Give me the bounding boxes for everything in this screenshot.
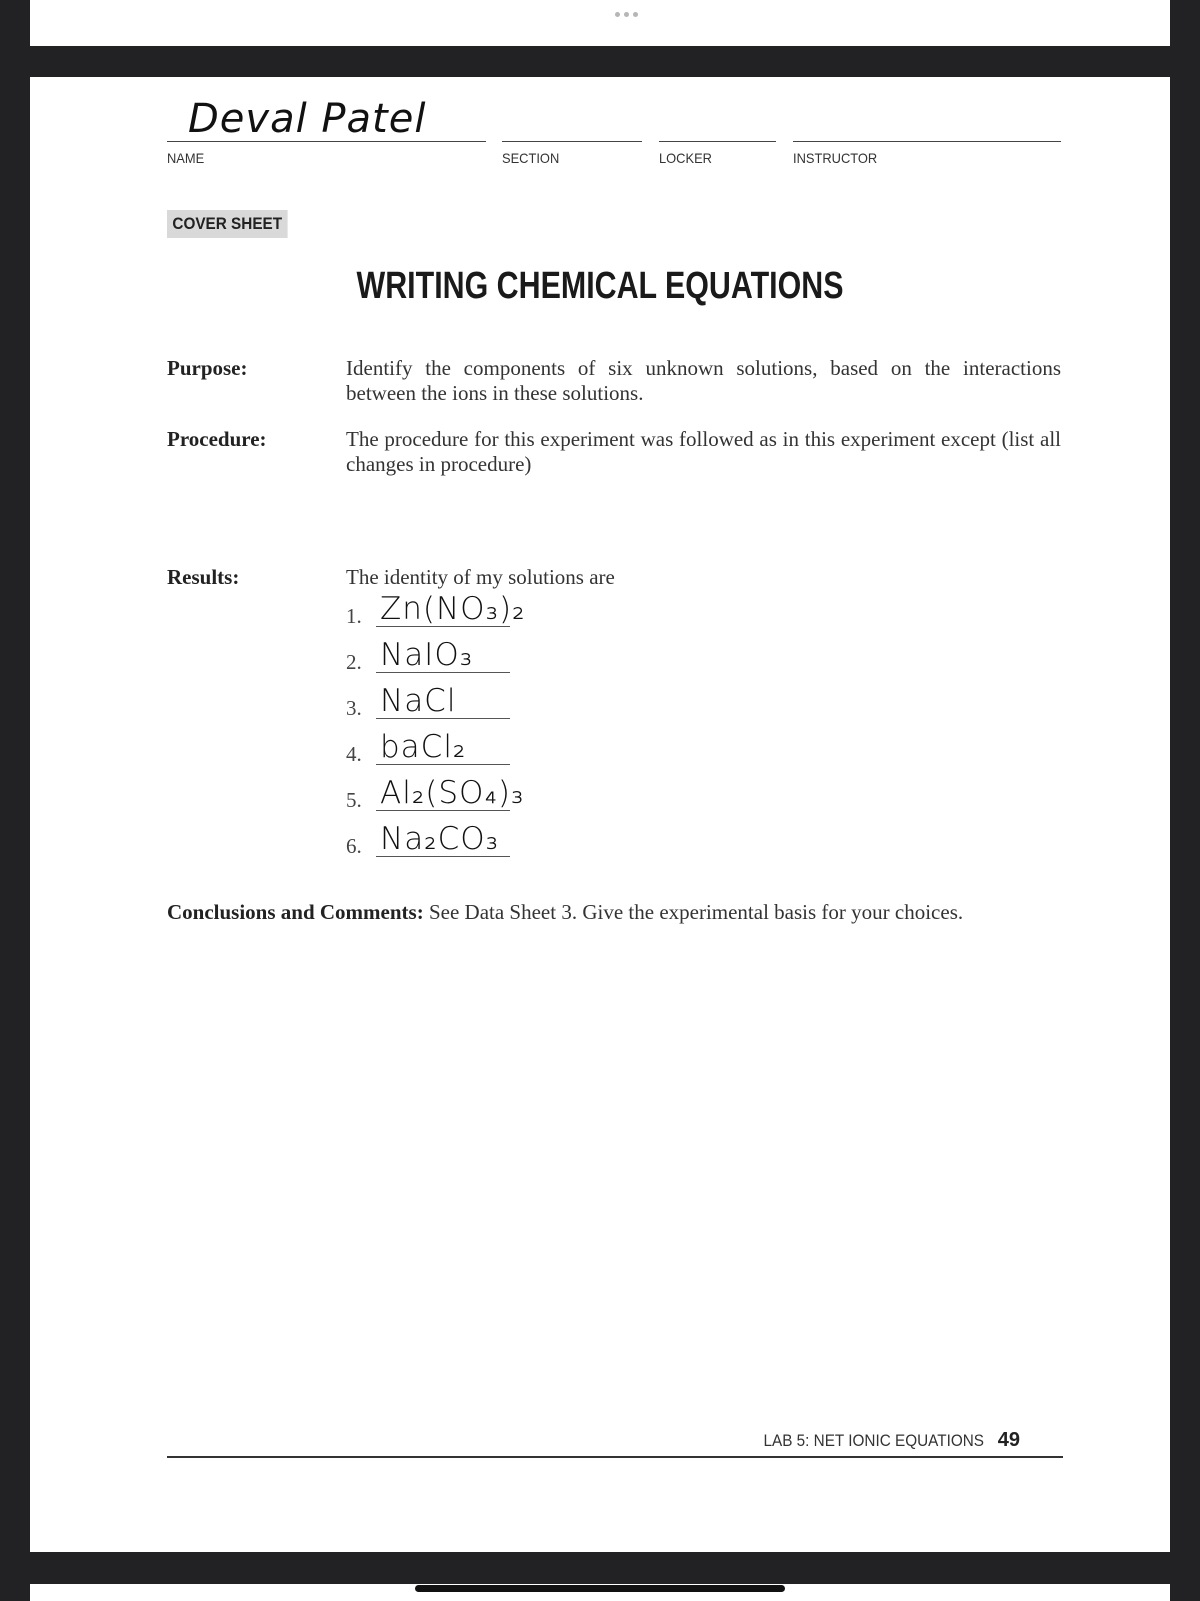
- conclusions-text: See Data Sheet 3. Give the experimental basis for your choices.: [423, 900, 964, 924]
- result-answer: Na₂CO₃: [380, 821, 500, 857]
- result-answer: NaCl: [380, 683, 457, 719]
- page-number: 49: [997, 1429, 1020, 1451]
- result-item-6[interactable]: [346, 817, 546, 863]
- name-handwriting: Deval Patel: [188, 96, 427, 142]
- result-number: 5.: [346, 788, 362, 812]
- result-answer: Al₂(SO₄)₃: [380, 775, 525, 811]
- purpose-label: Purpose:: [167, 356, 248, 380]
- footer-lab-title: LAB 5: NET IONIC EQUATIONS: [763, 1431, 984, 1450]
- result-item-5[interactable]: [346, 771, 546, 817]
- result-answer: baCl₂: [380, 729, 467, 765]
- result-number: 6.: [346, 834, 362, 858]
- results-label: Results:: [167, 565, 240, 589]
- conclusions: [167, 900, 963, 925]
- page-title: WRITING CHEMICAL EQUATIONS: [356, 265, 844, 307]
- locker-label: LOCKER: [659, 150, 712, 166]
- result-item-2[interactable]: [346, 633, 546, 679]
- result-number: 3.: [346, 696, 362, 720]
- page-footer: [739, 1429, 1020, 1452]
- result-answer: Zn(NO₃)₂: [380, 591, 526, 627]
- purpose-text: Identify the components of six unknown solutions, based on the interactions between the ions in these solutions.: [346, 356, 1061, 405]
- result-number: 4.: [346, 742, 362, 766]
- result-answer: NaIO₃: [380, 637, 474, 673]
- home-indicator[interactable]: [415, 1585, 785, 1592]
- result-number: 2.: [346, 650, 362, 674]
- instructor-field[interactable]: [793, 141, 1061, 166]
- top-toolbar: [30, 0, 1170, 46]
- section-label: SECTION: [502, 150, 560, 166]
- instructor-label: INSTRUCTOR: [793, 150, 878, 166]
- result-number: 1.: [346, 604, 362, 628]
- conclusions-label: Conclusions and Comments:: [167, 900, 424, 924]
- procedure-label: Procedure:: [167, 427, 267, 451]
- ellipsis-icon[interactable]: [615, 6, 638, 22]
- result-item-1[interactable]: [346, 587, 546, 633]
- footer-rule: [167, 1456, 1063, 1458]
- procedure-text: The procedure for this experiment was followed as in this experiment except (list all changes in procedure): [346, 427, 1061, 476]
- section-field[interactable]: [502, 141, 642, 166]
- results-intro: The identity of my solutions are: [346, 565, 615, 589]
- result-item-4[interactable]: [346, 725, 546, 771]
- name-field[interactable]: [167, 141, 486, 166]
- cover-sheet-badge: COVER SHEET: [167, 210, 287, 238]
- result-item-3[interactable]: [346, 679, 546, 725]
- name-label: NAME: [167, 150, 205, 166]
- locker-field[interactable]: [659, 141, 776, 166]
